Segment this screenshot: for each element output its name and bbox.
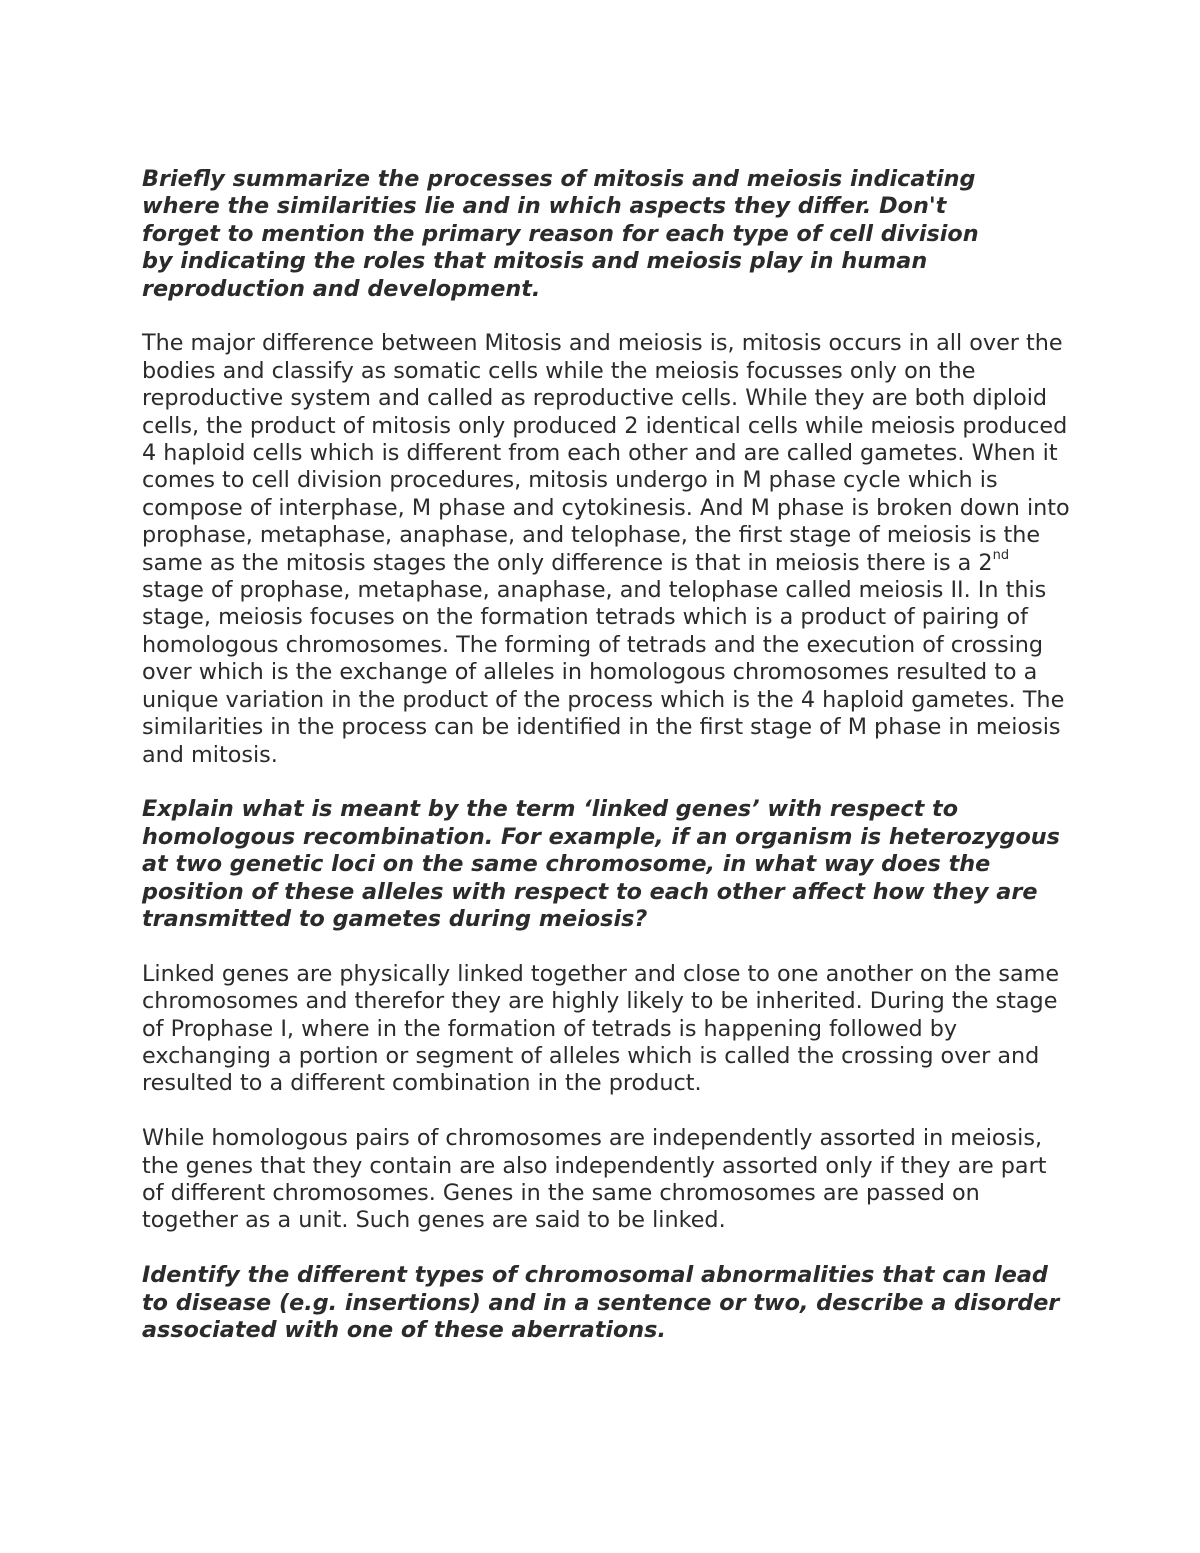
question-1-line-1: Briefly summarize the processes of mitosis and meiosis indicating (142, 166, 976, 192)
question-1-line-3: forget to mention the primary reason for each type of cell division (142, 220, 979, 247)
answer-1-superscript: nd (992, 548, 1010, 564)
question-1-line-4: by indicating the roles that mitosis and meiosis play in human (142, 248, 928, 275)
question-2: Explain what is meant by the term ‘linked genes’ with respect to homologous recombination. For example, if an organism is heterozygous at two genetic loci on the same chromosome, in what way does the position of these alleles with respect to each other affect how they are transmitted to gametes during meiosis? (142, 796, 1060, 932)
answer-1 (142, 330, 1072, 769)
question-3: Identify the different types of chromosomal abnormalities that can lead to disease (e.g. insertions) and in a sentence or two, describe a disorder associated with one of these aberrations. (142, 1262, 1060, 1343)
answer-2-paragraph-1: Linked genes are physically linked together and close to one another on the same chromosomes and therefor they are highly likely to be inherited. During the stage of Prophase I, where in the formation of tetrads is happening followed by exchanging a portion or segment of alleles which is called the crossing over and resulted to a different combination in the product. (142, 960, 1060, 1097)
question-1-line-5: reproduction and development. (142, 275, 541, 302)
document-body (142, 166, 1072, 1344)
answer-1-text: The major difference between Mitosis and meiosis is, mitosis occurs in all over the bodies and classify as somatic cells while the meiosis focusses only on the reproductive system and called as reproductive cells. While they are both diploid cells, the product of mitosis only produced 2 identical cells while meiosis produced 4 haploid cells which is different from each other and are called gametes. When it comes to cell division procedures, mitosis undergo in M phase cycle which is compose of interphase, M phase and cytokinesis. And M phase is broken down into prophase, metaphase, anaphase, and telophase, the first stage of meiosis is the same as the mitosis stages the only difference is that in meiosis there is a 2 (142, 330, 1070, 576)
question-1 (142, 166, 1072, 303)
answer-1-text-cont: stage of prophase, metaphase, anaphase, and telophase called meiosis II. In this stage, meiosis focuses on the formation tetrads which is a product of pairing of homologous chromosomes. The forming of tetrads and the execution of crossing over which is the exchange of alleles in homologous chromosomes resulted to a unique variation in the product of the process which is the 4 haploid gametes. The similarities in the process can be identified in the first stage of M phase in meiosis and mitosis. (142, 577, 1065, 768)
question-1-line-2: where the similarities lie and in which aspects they differ. Don't (142, 193, 947, 220)
answer-2-paragraph-2: While homologous pairs of chromosomes are independently assorted in meiosis, the genes that they contain are also independently assorted only if they are part of different chromosomes. Genes in the same chromosomes are passed on together as a unit. Such genes are said to be linked. (142, 1125, 1047, 1234)
